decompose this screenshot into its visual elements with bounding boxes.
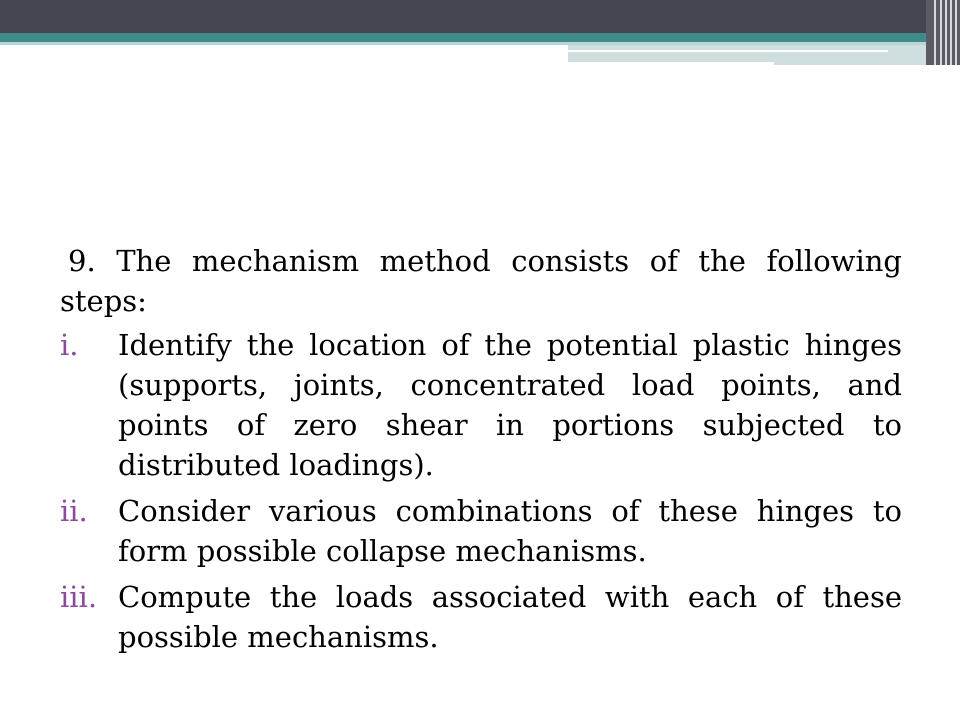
header-corner-stripe	[940, 0, 942, 65]
header-accent-bar	[0, 33, 960, 42]
header-corner-stripe	[945, 0, 947, 65]
list-marker: i.	[60, 328, 79, 362]
header-tab-line	[568, 62, 774, 65]
header-corner-stripe	[934, 0, 936, 65]
slide-body	[60, 241, 902, 663]
list-item	[60, 491, 902, 571]
list-item	[60, 577, 902, 657]
header-tab-line	[568, 50, 888, 52]
intro-paragraph: 9. The mechanism method consists of the following steps:	[60, 244, 902, 318]
header-banner	[0, 0, 960, 33]
list-item-text: Compute the loads associated with each of these possible mechanisms.	[118, 580, 902, 654]
list-item-text: Identify the location of the potential plastic hinges (supports, joints, concentrated load points, and points of zero shear in portions subjected to distributed loadings).	[118, 328, 902, 482]
list-marker: iii.	[60, 580, 98, 614]
list-item	[60, 325, 902, 485]
header-corner-stripe	[955, 0, 957, 65]
list-item-text: Consider various combinations of these hinges to form possible collapse mechanisms.	[118, 494, 902, 568]
header-corner-stripe	[950, 0, 952, 65]
list-marker: ii.	[60, 494, 88, 528]
